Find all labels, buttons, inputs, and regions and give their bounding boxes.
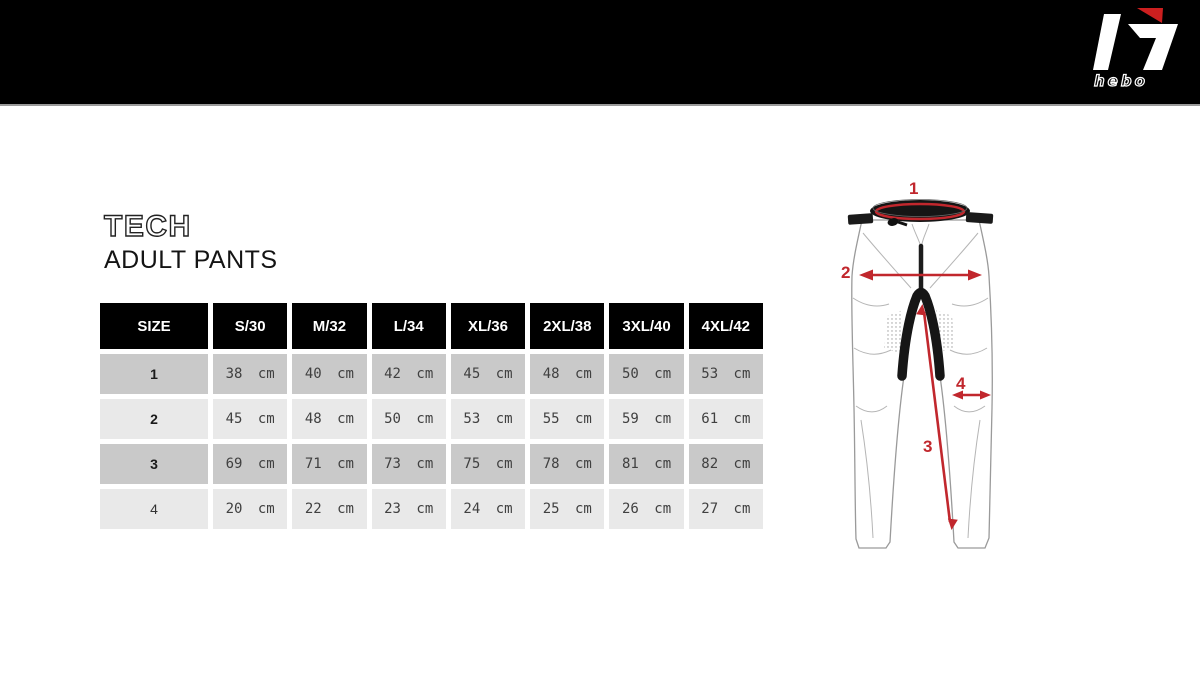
row3-label: 3 bbox=[100, 444, 208, 484]
col-header-3xl40: 3XL/40 bbox=[609, 303, 683, 349]
table-cell: 25 cm bbox=[530, 489, 604, 529]
logo-h-left-stroke bbox=[1093, 14, 1121, 70]
col-header-l34: L/34 bbox=[372, 303, 446, 349]
measure-label-3-inseam: 3 bbox=[923, 437, 933, 456]
table-cell: 50 cm bbox=[372, 399, 446, 439]
table-cell: 82 cm bbox=[689, 444, 763, 484]
table-cell: 73 cm bbox=[372, 444, 446, 484]
table-cell: 20 cm bbox=[213, 489, 287, 529]
table-cell: 24 cm bbox=[451, 489, 525, 529]
col-header-2xl38: 2XL/38 bbox=[530, 303, 604, 349]
table-cell: 55 cm bbox=[530, 399, 604, 439]
measure-label-4-thigh: 4 bbox=[956, 374, 966, 393]
product-subtitle: ADULT PANTS bbox=[104, 246, 278, 274]
measure-label-2-hip: 2 bbox=[841, 263, 851, 282]
table-cell: 81 cm bbox=[609, 444, 683, 484]
table-cell: 26 cm bbox=[609, 489, 683, 529]
measure-label-1-waist: 1 bbox=[909, 179, 919, 198]
top-brand-bar bbox=[0, 0, 1200, 106]
table-cell: 22 cm bbox=[292, 489, 366, 529]
table-cell: 61 cm bbox=[689, 399, 763, 439]
table-cell: 53 cm bbox=[689, 354, 763, 394]
table-cell: 42 cm bbox=[372, 354, 446, 394]
table-cell: 53 cm bbox=[451, 399, 525, 439]
table-cell: 40 cm bbox=[292, 354, 366, 394]
table-cell: 45 cm bbox=[213, 399, 287, 439]
table-cell: 75 cm bbox=[451, 444, 525, 484]
table-cell: 50 cm bbox=[609, 354, 683, 394]
table-cell: 23 cm bbox=[372, 489, 446, 529]
belt-tab-right bbox=[966, 212, 994, 224]
table-cell: 45 cm bbox=[451, 354, 525, 394]
table-cell: 38 cm bbox=[213, 354, 287, 394]
table-cell: 48 cm bbox=[292, 399, 366, 439]
table-cell: 48 cm bbox=[530, 354, 604, 394]
product-title: TECH bbox=[104, 210, 192, 243]
col-header-4xl42: 4XL/42 bbox=[689, 303, 763, 349]
table-cell: 59 cm bbox=[609, 399, 683, 439]
pants-measurement-diagram bbox=[815, 158, 1045, 578]
belt-tab-left bbox=[848, 213, 874, 225]
size-table bbox=[100, 303, 763, 529]
col-header-xl36: XL/36 bbox=[451, 303, 525, 349]
logo-wordmark: hebo bbox=[1094, 72, 1148, 90]
row4-label: 4 bbox=[100, 489, 208, 529]
row1-label: 1 bbox=[100, 354, 208, 394]
table-cell: 27 cm bbox=[689, 489, 763, 529]
table-cell: 69 cm bbox=[213, 444, 287, 484]
logo-h-right-stroke bbox=[1128, 24, 1178, 70]
logo-red-flag-icon bbox=[1137, 8, 1163, 23]
hebo-logo bbox=[1090, 5, 1186, 97]
col-header-s30: S/30 bbox=[213, 303, 287, 349]
col-header-m32: M/32 bbox=[292, 303, 366, 349]
col-header-size: SIZE bbox=[100, 303, 208, 349]
row2-label: 2 bbox=[100, 399, 208, 439]
table-cell: 71 cm bbox=[292, 444, 366, 484]
hebo-logo-mark bbox=[1090, 5, 1186, 97]
table-cell: 78 cm bbox=[530, 444, 604, 484]
